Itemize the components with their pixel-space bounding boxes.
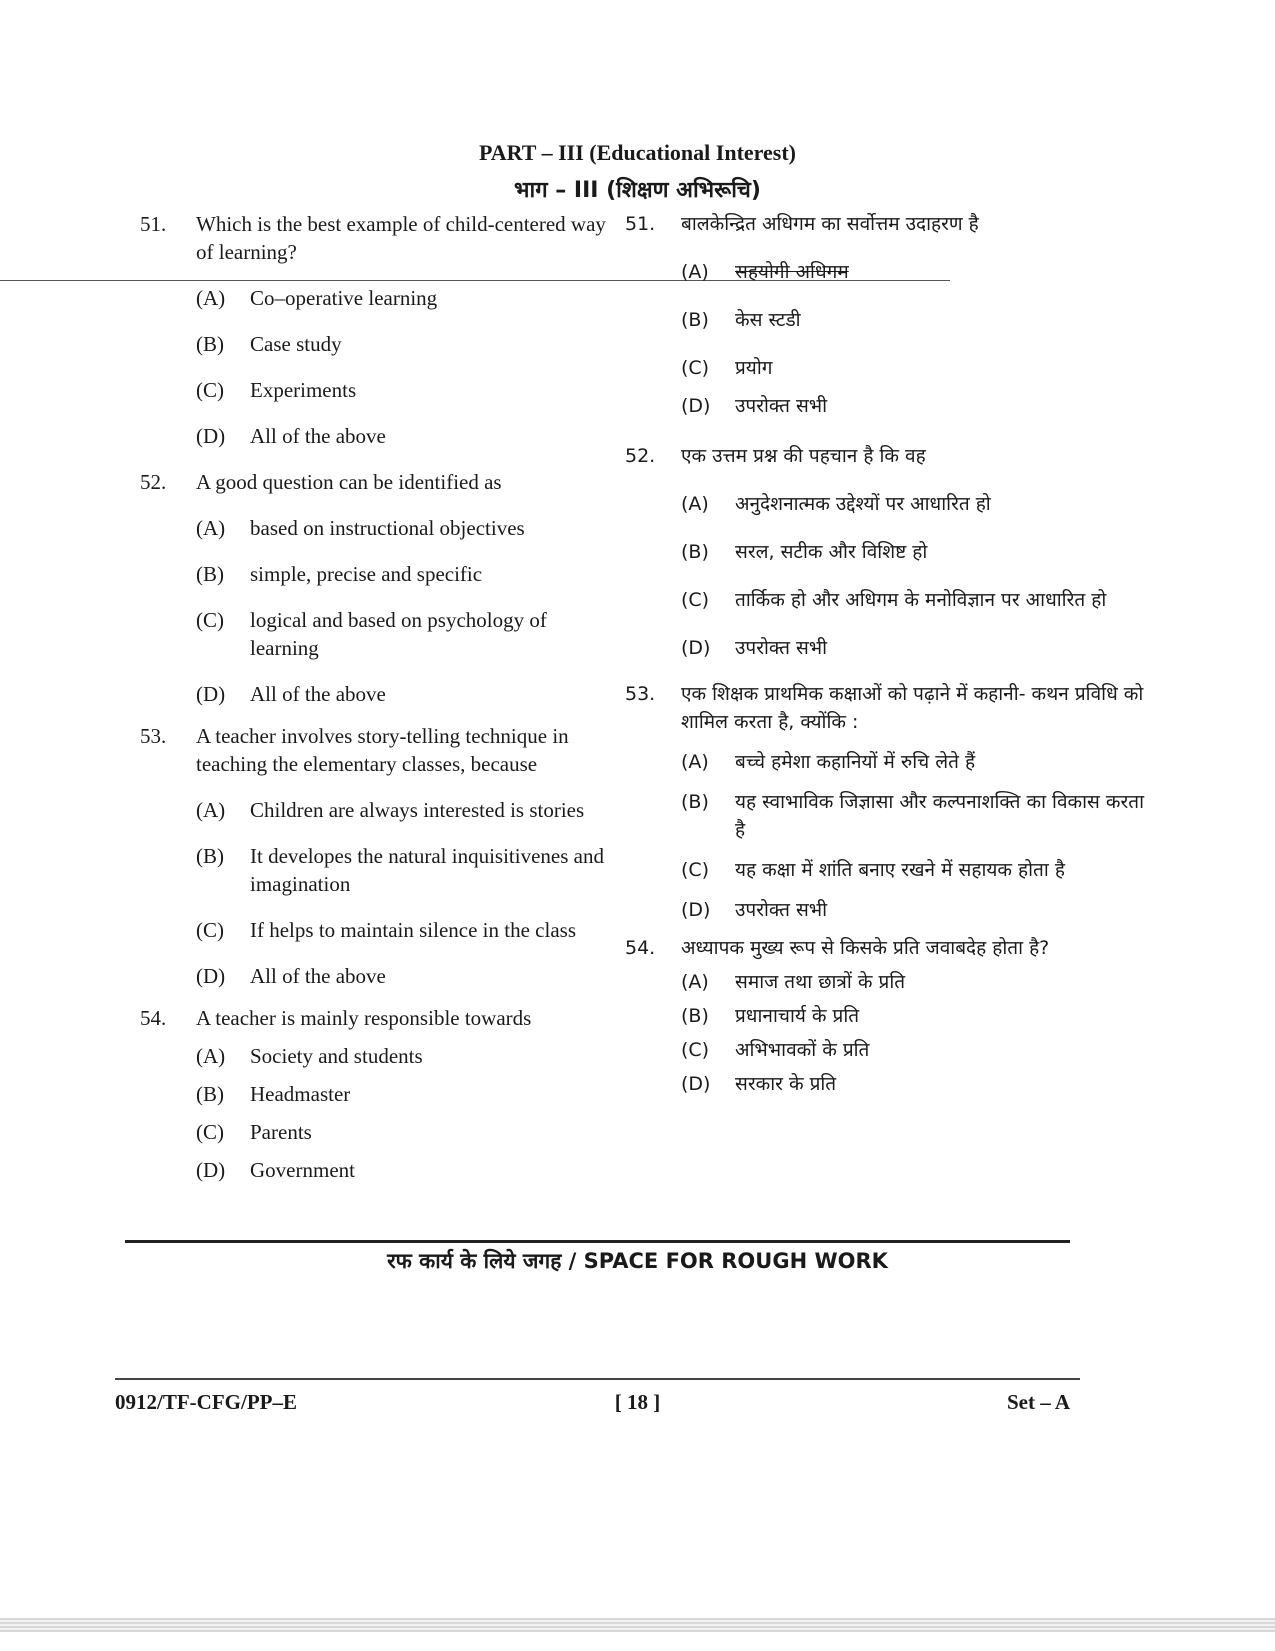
option-c <box>196 916 620 944</box>
scan-edge <box>0 1618 1275 1632</box>
option-text: simple, precise and specific <box>250 562 483 586</box>
part-title-hindi: भाग – III (शिक्षण अभिरूचि) <box>514 178 761 203</box>
question-text: A teacher is mainly responsible towards <box>196 1006 532 1030</box>
option-text: Children are always interested is stories <box>250 798 585 822</box>
question-51-en <box>140 210 620 450</box>
option-text: logical and based on psychology of learning <box>250 608 547 660</box>
question-53-hi <box>625 680 1145 924</box>
option-label: (D) <box>681 395 711 417</box>
option-label: (B) <box>196 844 224 868</box>
option-label: (C) <box>681 859 710 881</box>
option-label: (D) <box>196 964 226 988</box>
question-52-en <box>140 468 620 708</box>
question-text: A teacher involves story-telling technique in teaching the elementary classes, because <box>196 724 569 776</box>
option-label: (B) <box>196 332 224 356</box>
option-text: If helps to maintain silence in the class <box>250 918 576 942</box>
question-number: 54. <box>625 937 656 959</box>
option-d <box>681 1070 1145 1098</box>
option-text: तार्किक हो और अधिगम के मनोविज्ञान पर आधारित हो <box>735 589 1107 611</box>
option-label: (C) <box>196 918 224 942</box>
option-text: All of the above <box>250 964 386 988</box>
option-text: अभिभावकों के प्रति <box>735 1039 870 1061</box>
question-text: एक शिक्षक प्राथमिक कक्षाओं को पढ़ाने में कहानी- कथन प्रविधि को शामिल करता है, क्योंकि : <box>681 683 1144 733</box>
option-label: (C) <box>681 357 710 379</box>
option-label: (C) <box>681 589 710 611</box>
question-text: A good question can be identified as <box>196 470 502 494</box>
option-b <box>681 1002 1145 1030</box>
question-number: 52. <box>625 445 656 467</box>
option-c <box>681 1036 1145 1064</box>
option-d <box>681 392 1145 420</box>
option-b <box>681 538 1145 566</box>
option-text: केस स्टडी <box>735 309 801 331</box>
option-text: Government <box>250 1158 355 1182</box>
option-text: It developes the natural inquisitivenes and imagination <box>250 844 604 896</box>
option-label: (A) <box>681 751 709 773</box>
question-number: 51. <box>140 212 167 236</box>
option-a <box>681 748 1145 776</box>
option-label: (D) <box>681 637 711 659</box>
option-label: (A) <box>681 261 709 283</box>
option-b <box>196 560 620 588</box>
option-label: (A) <box>196 798 226 822</box>
option-c <box>196 376 620 404</box>
option-text: समाज तथा छात्रों के प्रति <box>735 971 906 993</box>
option-c <box>681 586 1145 614</box>
option-text: उपरोक्त सभी <box>735 637 828 659</box>
option-d <box>681 634 1145 662</box>
option-label: (B) <box>681 309 709 331</box>
option-a <box>681 258 1145 286</box>
option-label: (C) <box>196 378 224 402</box>
option-d <box>196 962 620 990</box>
option-label: (D) <box>196 682 226 706</box>
question-number: 53. <box>625 683 656 705</box>
option-text: अनुदेशनात्मक उद्देश्यों पर आधारित हो <box>735 493 991 515</box>
option-b <box>681 306 1145 334</box>
option-b <box>196 1080 620 1108</box>
option-d <box>681 896 1145 924</box>
option-text: बच्चे हमेशा कहानियों में रुचि लेते हैं <box>735 751 976 773</box>
option-text: All of the above <box>250 682 386 706</box>
option-text: प्रयोग <box>735 357 773 379</box>
option-b <box>196 330 620 358</box>
option-text: Case study <box>250 332 342 356</box>
option-label: (C) <box>681 1039 710 1061</box>
option-text: उपरोक्त सभी <box>735 899 828 921</box>
rough-work-divider <box>125 1240 1070 1243</box>
option-text: यह स्वाभाविक जिज्ञासा और कल्पनाशक्ति का विकास करता है <box>735 791 1145 841</box>
option-c <box>681 856 1145 884</box>
option-label: (C) <box>196 1120 224 1144</box>
option-a <box>681 968 1145 996</box>
option-label: (A) <box>681 971 709 993</box>
option-b <box>681 788 1145 844</box>
option-a <box>196 514 620 542</box>
english-column <box>140 210 620 1192</box>
option-label: (D) <box>196 1158 226 1182</box>
option-label: (A) <box>681 493 709 515</box>
page-number: [ 18 ] <box>614 1390 661 1414</box>
option-text: Parents <box>250 1120 312 1144</box>
question-53-en <box>140 722 620 990</box>
option-text: सरकार के प्रति <box>735 1073 837 1095</box>
option-label: (D) <box>681 899 711 921</box>
question-number: 53. <box>140 724 167 748</box>
option-a <box>196 284 620 312</box>
option-text: प्रधानाचार्य के प्रति <box>735 1005 860 1027</box>
question-text: अध्यापक मुख्य रूप से किसके प्रति जवाबदेह होता है? <box>681 937 1050 959</box>
option-text: सहयोगी अधिगम <box>735 261 849 283</box>
option-label: (D) <box>196 424 226 448</box>
paper-code: 0912/TF-CFG/PP–E <box>115 1390 297 1414</box>
set-label: Set – A <box>1007 1390 1070 1414</box>
option-text: उपरोक्त सभी <box>735 395 828 417</box>
question-number: 52. <box>140 470 167 494</box>
option-a <box>196 796 620 824</box>
option-d <box>196 422 620 450</box>
option-text: यह कक्षा में शांति बनाए रखने में सहायक होता है <box>735 859 1065 881</box>
option-label: (C) <box>196 608 224 632</box>
option-label: (A) <box>196 286 226 310</box>
footer-divider <box>115 1378 1080 1380</box>
option-text: based on instructional objectives <box>250 516 525 540</box>
question-text: एक उत्तम प्रश्न की पहचान है कि वह <box>681 445 926 467</box>
option-a <box>681 490 1145 518</box>
option-text: All of the above <box>250 424 386 448</box>
option-label: (B) <box>196 1082 224 1106</box>
option-c <box>681 354 1145 382</box>
option-c <box>196 1118 620 1146</box>
question-52-hi <box>625 442 1145 662</box>
question-54-hi <box>625 934 1145 1098</box>
hindi-column <box>625 210 1145 1106</box>
question-text: Which is the best example of child-centered way of learning? <box>196 212 606 264</box>
option-label: (B) <box>196 562 224 586</box>
option-label: (A) <box>196 1044 226 1068</box>
option-label: (D) <box>681 1073 711 1095</box>
option-a <box>196 1042 620 1070</box>
question-number: 54. <box>140 1006 167 1030</box>
option-label: (B) <box>681 541 709 563</box>
option-label: (B) <box>681 1005 709 1027</box>
question-54-en <box>140 1004 620 1184</box>
option-d <box>196 680 620 708</box>
question-text: बालकेन्द्रित अधिगम का सर्वोत्तम उदाहरण है <box>681 213 979 235</box>
option-d <box>196 1156 620 1184</box>
option-text: Co–operative learning <box>250 286 438 310</box>
question-51-hi <box>625 210 1145 420</box>
option-c <box>196 606 620 662</box>
option-text: Experiments <box>250 378 357 402</box>
option-b <box>196 842 620 898</box>
option-label: (B) <box>681 791 709 813</box>
option-label: (A) <box>196 516 226 540</box>
rough-work-label: रफ कार्य के लिये जगह / SPACE FOR ROUGH WORK <box>387 1249 888 1273</box>
option-text: सरल, सटीक और विशिष्ट हो <box>735 541 928 563</box>
question-number: 51. <box>625 213 656 235</box>
option-text: Headmaster <box>250 1082 351 1106</box>
part-title-english: PART – III (Educational Interest) <box>478 140 797 165</box>
option-text: Society and students <box>250 1044 423 1068</box>
